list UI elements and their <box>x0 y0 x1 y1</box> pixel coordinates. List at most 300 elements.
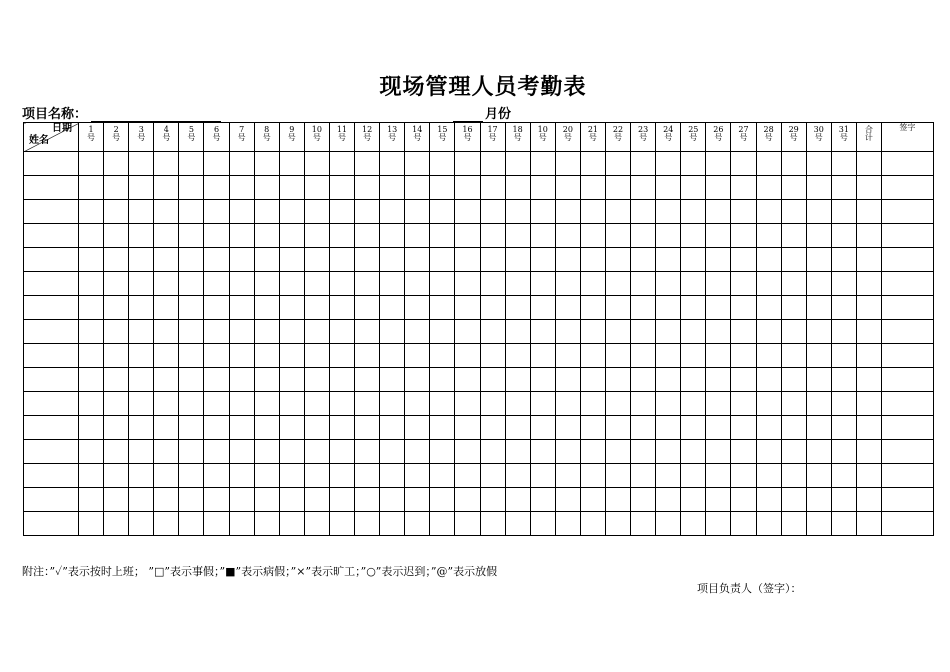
day-cell[interactable] <box>831 176 856 200</box>
day-cell[interactable] <box>756 416 781 440</box>
day-cell[interactable] <box>129 296 154 320</box>
day-cell[interactable] <box>104 464 129 488</box>
project-name-blank[interactable] <box>91 107 221 122</box>
day-cell[interactable] <box>530 320 555 344</box>
sign-cell[interactable] <box>881 152 933 176</box>
day-cell[interactable] <box>204 440 229 464</box>
day-cell[interactable] <box>104 152 129 176</box>
day-cell[interactable] <box>605 488 630 512</box>
day-cell[interactable] <box>254 512 279 536</box>
day-cell[interactable] <box>154 152 179 176</box>
day-cell[interactable] <box>355 512 380 536</box>
day-cell[interactable] <box>104 272 129 296</box>
day-cell[interactable] <box>355 272 380 296</box>
day-cell[interactable] <box>455 176 480 200</box>
day-cell[interactable] <box>254 296 279 320</box>
day-cell[interactable] <box>706 368 731 392</box>
day-cell[interactable] <box>455 320 480 344</box>
day-cell[interactable] <box>631 200 656 224</box>
day-cell[interactable] <box>279 272 304 296</box>
name-cell[interactable] <box>24 320 79 344</box>
day-cell[interactable] <box>656 320 681 344</box>
day-cell[interactable] <box>355 320 380 344</box>
day-cell[interactable] <box>580 200 605 224</box>
day-cell[interactable] <box>154 272 179 296</box>
name-cell[interactable] <box>24 200 79 224</box>
day-cell[interactable] <box>304 272 329 296</box>
day-cell[interactable] <box>204 320 229 344</box>
day-cell[interactable] <box>179 152 204 176</box>
day-cell[interactable] <box>380 176 405 200</box>
day-cell[interactable] <box>329 488 354 512</box>
day-cell[interactable] <box>129 344 154 368</box>
day-cell[interactable] <box>229 248 254 272</box>
day-cell[interactable] <box>706 512 731 536</box>
day-cell[interactable] <box>129 416 154 440</box>
day-cell[interactable] <box>430 200 455 224</box>
day-cell[interactable] <box>605 344 630 368</box>
day-cell[interactable] <box>806 512 831 536</box>
day-cell[interactable] <box>79 416 104 440</box>
day-cell[interactable] <box>631 464 656 488</box>
day-cell[interactable] <box>731 296 756 320</box>
day-cell[interactable] <box>681 224 706 248</box>
day-cell[interactable] <box>229 320 254 344</box>
day-cell[interactable] <box>806 368 831 392</box>
day-cell[interactable] <box>355 368 380 392</box>
day-cell[interactable] <box>781 464 806 488</box>
name-cell[interactable] <box>24 464 79 488</box>
day-cell[interactable] <box>104 512 129 536</box>
day-cell[interactable] <box>329 344 354 368</box>
day-cell[interactable] <box>656 368 681 392</box>
day-cell[interactable] <box>304 440 329 464</box>
day-cell[interactable] <box>706 440 731 464</box>
day-cell[interactable] <box>129 464 154 488</box>
day-cell[interactable] <box>455 272 480 296</box>
day-cell[interactable] <box>681 392 706 416</box>
day-cell[interactable] <box>505 272 530 296</box>
day-cell[interactable] <box>104 440 129 464</box>
total-cell[interactable] <box>856 152 881 176</box>
total-cell[interactable] <box>856 368 881 392</box>
day-cell[interactable] <box>580 488 605 512</box>
day-cell[interactable] <box>631 392 656 416</box>
name-cell[interactable] <box>24 512 79 536</box>
sign-cell[interactable] <box>881 320 933 344</box>
day-cell[interactable] <box>430 296 455 320</box>
day-cell[interactable] <box>179 200 204 224</box>
day-cell[interactable] <box>104 416 129 440</box>
day-cell[interactable] <box>530 368 555 392</box>
day-cell[interactable] <box>631 320 656 344</box>
day-cell[interactable] <box>405 176 430 200</box>
day-cell[interactable] <box>229 464 254 488</box>
name-cell[interactable] <box>24 296 79 320</box>
day-cell[interactable] <box>355 248 380 272</box>
day-cell[interactable] <box>756 176 781 200</box>
day-cell[interactable] <box>580 512 605 536</box>
day-cell[interactable] <box>129 176 154 200</box>
day-cell[interactable] <box>731 392 756 416</box>
day-cell[interactable] <box>656 224 681 248</box>
day-cell[interactable] <box>380 272 405 296</box>
day-cell[interactable] <box>229 488 254 512</box>
day-cell[interactable] <box>731 320 756 344</box>
day-cell[interactable] <box>605 272 630 296</box>
day-cell[interactable] <box>154 392 179 416</box>
day-cell[interactable] <box>355 464 380 488</box>
day-cell[interactable] <box>831 248 856 272</box>
day-cell[interactable] <box>79 320 104 344</box>
day-cell[interactable] <box>304 296 329 320</box>
day-cell[interactable] <box>681 344 706 368</box>
day-cell[interactable] <box>380 488 405 512</box>
day-cell[interactable] <box>555 296 580 320</box>
day-cell[interactable] <box>555 248 580 272</box>
day-cell[interactable] <box>781 296 806 320</box>
day-cell[interactable] <box>505 152 530 176</box>
day-cell[interactable] <box>229 392 254 416</box>
day-cell[interactable] <box>631 296 656 320</box>
total-cell[interactable] <box>856 200 881 224</box>
day-cell[interactable] <box>204 224 229 248</box>
day-cell[interactable] <box>129 152 154 176</box>
day-cell[interactable] <box>355 224 380 248</box>
day-cell[interactable] <box>806 392 831 416</box>
day-cell[interactable] <box>706 176 731 200</box>
day-cell[interactable] <box>154 416 179 440</box>
day-cell[interactable] <box>254 200 279 224</box>
day-cell[interactable] <box>455 152 480 176</box>
day-cell[interactable] <box>731 200 756 224</box>
day-cell[interactable] <box>480 392 505 416</box>
day-cell[interactable] <box>831 368 856 392</box>
day-cell[interactable] <box>254 464 279 488</box>
day-cell[interactable] <box>254 248 279 272</box>
day-cell[interactable] <box>555 488 580 512</box>
day-cell[interactable] <box>505 200 530 224</box>
day-cell[interactable] <box>580 248 605 272</box>
sign-cell[interactable] <box>881 512 933 536</box>
sign-cell[interactable] <box>881 224 933 248</box>
day-cell[interactable] <box>806 248 831 272</box>
day-cell[interactable] <box>179 176 204 200</box>
day-cell[interactable] <box>731 344 756 368</box>
day-cell[interactable] <box>79 176 104 200</box>
day-cell[interactable] <box>605 176 630 200</box>
day-cell[interactable] <box>355 176 380 200</box>
sign-cell[interactable] <box>881 416 933 440</box>
day-cell[interactable] <box>631 152 656 176</box>
day-cell[interactable] <box>455 200 480 224</box>
day-cell[interactable] <box>580 464 605 488</box>
day-cell[interactable] <box>555 272 580 296</box>
day-cell[interactable] <box>304 224 329 248</box>
name-cell[interactable] <box>24 368 79 392</box>
day-cell[interactable] <box>756 488 781 512</box>
day-cell[interactable] <box>204 512 229 536</box>
day-cell[interactable] <box>756 464 781 488</box>
day-cell[interactable] <box>405 416 430 440</box>
day-cell[interactable] <box>806 416 831 440</box>
day-cell[interactable] <box>631 368 656 392</box>
day-cell[interactable] <box>329 416 354 440</box>
day-cell[interactable] <box>79 296 104 320</box>
day-cell[interactable] <box>329 152 354 176</box>
day-cell[interactable] <box>806 296 831 320</box>
day-cell[interactable] <box>605 320 630 344</box>
day-cell[interactable] <box>480 152 505 176</box>
day-cell[interactable] <box>530 488 555 512</box>
name-cell[interactable] <box>24 488 79 512</box>
day-cell[interactable] <box>706 200 731 224</box>
day-cell[interactable] <box>731 464 756 488</box>
name-cell[interactable] <box>24 152 79 176</box>
sign-cell[interactable] <box>881 368 933 392</box>
day-cell[interactable] <box>430 224 455 248</box>
day-cell[interactable] <box>329 224 354 248</box>
day-cell[interactable] <box>179 248 204 272</box>
day-cell[interactable] <box>254 224 279 248</box>
day-cell[interactable] <box>480 224 505 248</box>
day-cell[interactable] <box>706 344 731 368</box>
name-cell[interactable] <box>24 416 79 440</box>
day-cell[interactable] <box>405 320 430 344</box>
day-cell[interactable] <box>380 224 405 248</box>
total-cell[interactable] <box>856 488 881 512</box>
day-cell[interactable] <box>681 512 706 536</box>
day-cell[interactable] <box>781 440 806 464</box>
day-cell[interactable] <box>731 488 756 512</box>
day-cell[interactable] <box>79 392 104 416</box>
sign-cell[interactable] <box>881 176 933 200</box>
sign-cell[interactable] <box>881 344 933 368</box>
day-cell[interactable] <box>656 512 681 536</box>
day-cell[interactable] <box>555 224 580 248</box>
day-cell[interactable] <box>204 392 229 416</box>
day-cell[interactable] <box>781 152 806 176</box>
day-cell[interactable] <box>229 200 254 224</box>
day-cell[interactable] <box>154 464 179 488</box>
day-cell[interactable] <box>656 152 681 176</box>
day-cell[interactable] <box>555 416 580 440</box>
day-cell[interactable] <box>455 488 480 512</box>
day-cell[interactable] <box>555 368 580 392</box>
day-cell[interactable] <box>355 488 380 512</box>
day-cell[interactable] <box>179 488 204 512</box>
day-cell[interactable] <box>580 272 605 296</box>
day-cell[interactable] <box>104 224 129 248</box>
day-cell[interactable] <box>380 200 405 224</box>
sign-cell[interactable] <box>881 440 933 464</box>
day-cell[interactable] <box>605 200 630 224</box>
day-cell[interactable] <box>104 296 129 320</box>
day-cell[interactable] <box>79 440 104 464</box>
day-cell[interactable] <box>154 368 179 392</box>
day-cell[interactable] <box>781 344 806 368</box>
day-cell[interactable] <box>179 392 204 416</box>
day-cell[interactable] <box>154 344 179 368</box>
day-cell[interactable] <box>279 440 304 464</box>
day-cell[interactable] <box>154 488 179 512</box>
day-cell[interactable] <box>681 440 706 464</box>
day-cell[interactable] <box>430 368 455 392</box>
day-cell[interactable] <box>380 512 405 536</box>
day-cell[interactable] <box>706 488 731 512</box>
day-cell[interactable] <box>279 152 304 176</box>
day-cell[interactable] <box>229 440 254 464</box>
day-cell[interactable] <box>154 440 179 464</box>
day-cell[interactable] <box>555 440 580 464</box>
day-cell[interactable] <box>530 296 555 320</box>
day-cell[interactable] <box>204 176 229 200</box>
day-cell[interactable] <box>756 224 781 248</box>
day-cell[interactable] <box>555 176 580 200</box>
day-cell[interactable] <box>555 152 580 176</box>
day-cell[interactable] <box>430 152 455 176</box>
day-cell[interactable] <box>79 248 104 272</box>
day-cell[interactable] <box>831 440 856 464</box>
day-cell[interactable] <box>580 368 605 392</box>
day-cell[interactable] <box>831 224 856 248</box>
day-cell[interactable] <box>631 176 656 200</box>
day-cell[interactable] <box>631 416 656 440</box>
day-cell[interactable] <box>279 392 304 416</box>
day-cell[interactable] <box>756 344 781 368</box>
day-cell[interactable] <box>656 296 681 320</box>
day-cell[interactable] <box>480 272 505 296</box>
day-cell[interactable] <box>304 320 329 344</box>
day-cell[interactable] <box>279 296 304 320</box>
sign-cell[interactable] <box>881 296 933 320</box>
day-cell[interactable] <box>430 512 455 536</box>
day-cell[interactable] <box>706 416 731 440</box>
day-cell[interactable] <box>405 512 430 536</box>
day-cell[interactable] <box>681 152 706 176</box>
day-cell[interactable] <box>555 320 580 344</box>
day-cell[interactable] <box>580 392 605 416</box>
day-cell[interactable] <box>405 440 430 464</box>
day-cell[interactable] <box>154 200 179 224</box>
day-cell[interactable] <box>756 320 781 344</box>
day-cell[interactable] <box>104 176 129 200</box>
day-cell[interactable] <box>656 392 681 416</box>
day-cell[interactable] <box>631 248 656 272</box>
day-cell[interactable] <box>530 200 555 224</box>
day-cell[interactable] <box>605 368 630 392</box>
day-cell[interactable] <box>355 416 380 440</box>
day-cell[interactable] <box>430 272 455 296</box>
day-cell[interactable] <box>304 416 329 440</box>
day-cell[interactable] <box>656 272 681 296</box>
day-cell[interactable] <box>781 512 806 536</box>
day-cell[interactable] <box>405 392 430 416</box>
sign-cell[interactable] <box>881 464 933 488</box>
day-cell[interactable] <box>605 392 630 416</box>
day-cell[interactable] <box>530 416 555 440</box>
day-cell[interactable] <box>480 488 505 512</box>
day-cell[interactable] <box>430 392 455 416</box>
day-cell[interactable] <box>631 512 656 536</box>
day-cell[interactable] <box>405 296 430 320</box>
day-cell[interactable] <box>480 440 505 464</box>
day-cell[interactable] <box>505 440 530 464</box>
day-cell[interactable] <box>505 344 530 368</box>
day-cell[interactable] <box>229 152 254 176</box>
day-cell[interactable] <box>731 368 756 392</box>
day-cell[interactable] <box>681 416 706 440</box>
day-cell[interactable] <box>229 296 254 320</box>
day-cell[interactable] <box>656 440 681 464</box>
day-cell[interactable] <box>355 296 380 320</box>
day-cell[interactable] <box>455 368 480 392</box>
day-cell[interactable] <box>254 488 279 512</box>
day-cell[interactable] <box>405 344 430 368</box>
total-cell[interactable] <box>856 416 881 440</box>
day-cell[interactable] <box>79 200 104 224</box>
day-cell[interactable] <box>405 272 430 296</box>
day-cell[interactable] <box>405 488 430 512</box>
day-cell[interactable] <box>706 224 731 248</box>
day-cell[interactable] <box>831 200 856 224</box>
day-cell[interactable] <box>129 320 154 344</box>
day-cell[interactable] <box>781 248 806 272</box>
day-cell[interactable] <box>831 320 856 344</box>
day-cell[interactable] <box>806 272 831 296</box>
day-cell[interactable] <box>505 176 530 200</box>
day-cell[interactable] <box>329 248 354 272</box>
day-cell[interactable] <box>204 272 229 296</box>
day-cell[interactable] <box>480 200 505 224</box>
day-cell[interactable] <box>129 248 154 272</box>
day-cell[interactable] <box>154 512 179 536</box>
day-cell[interactable] <box>605 152 630 176</box>
day-cell[interactable] <box>179 296 204 320</box>
day-cell[interactable] <box>831 464 856 488</box>
day-cell[interactable] <box>204 488 229 512</box>
day-cell[interactable] <box>254 368 279 392</box>
day-cell[interactable] <box>681 368 706 392</box>
day-cell[interactable] <box>430 248 455 272</box>
day-cell[interactable] <box>380 392 405 416</box>
sign-cell[interactable] <box>881 272 933 296</box>
day-cell[interactable] <box>681 176 706 200</box>
day-cell[interactable] <box>179 272 204 296</box>
day-cell[interactable] <box>104 368 129 392</box>
day-cell[interactable] <box>505 392 530 416</box>
day-cell[interactable] <box>279 176 304 200</box>
day-cell[interactable] <box>756 440 781 464</box>
day-cell[interactable] <box>304 248 329 272</box>
day-cell[interactable] <box>580 296 605 320</box>
day-cell[interactable] <box>806 344 831 368</box>
day-cell[interactable] <box>254 320 279 344</box>
day-cell[interactable] <box>455 512 480 536</box>
day-cell[interactable] <box>631 272 656 296</box>
day-cell[interactable] <box>204 344 229 368</box>
day-cell[interactable] <box>480 512 505 536</box>
day-cell[interactable] <box>279 344 304 368</box>
day-cell[interactable] <box>430 488 455 512</box>
day-cell[interactable] <box>254 176 279 200</box>
day-cell[interactable] <box>279 200 304 224</box>
day-cell[interactable] <box>79 488 104 512</box>
day-cell[interactable] <box>329 272 354 296</box>
day-cell[interactable] <box>455 248 480 272</box>
day-cell[interactable] <box>530 224 555 248</box>
day-cell[interactable] <box>480 416 505 440</box>
